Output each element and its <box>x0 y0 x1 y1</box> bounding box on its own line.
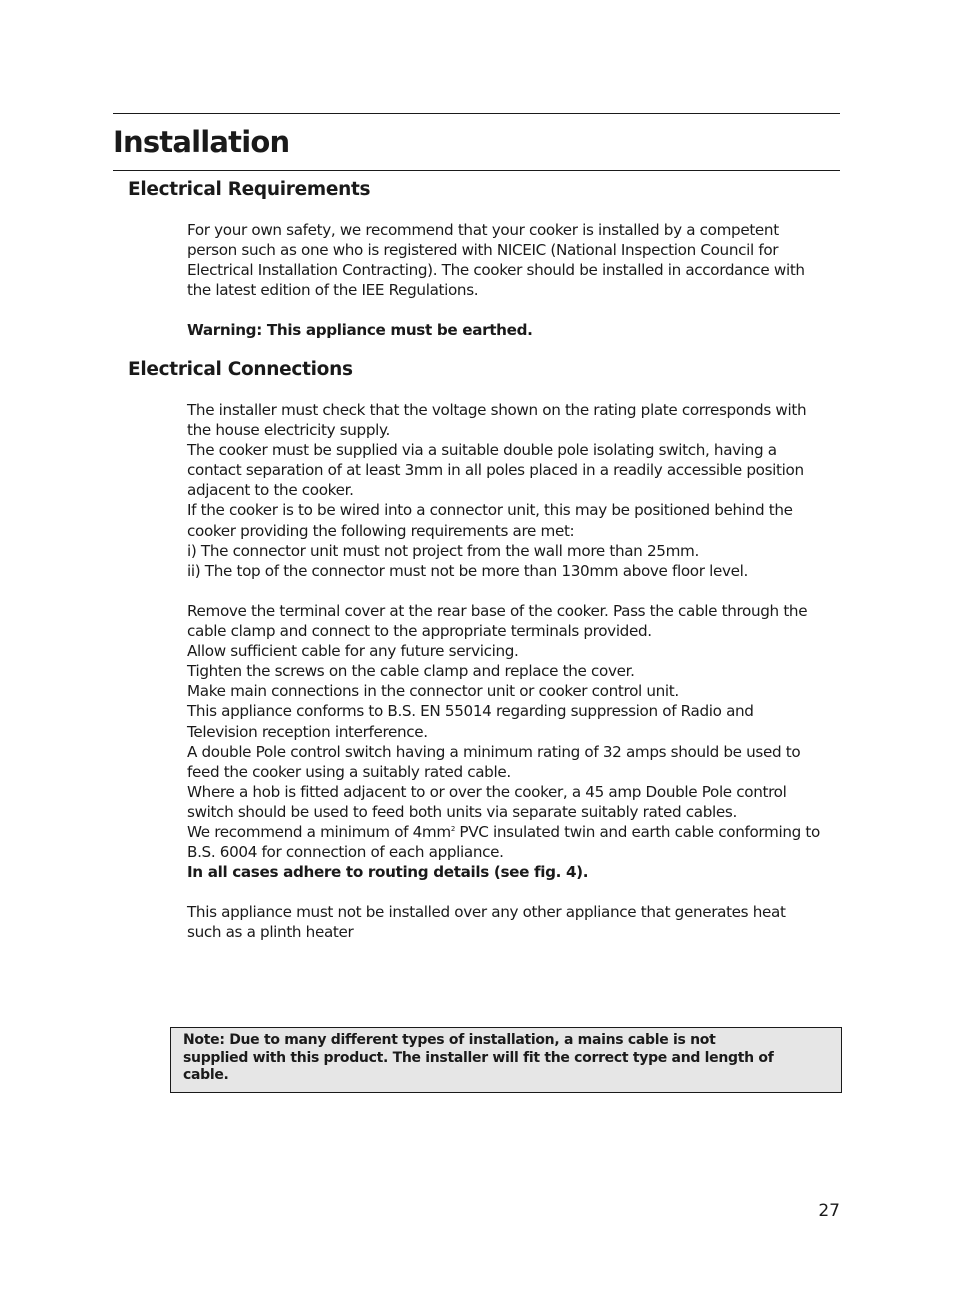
text-line: cooker providing the following requirements are met: <box>187 521 575 540</box>
electrical-requirements-heading: Electrical Requirements <box>128 179 371 200</box>
text-line: Make main connections in the connector unit or cooker control unit. <box>187 682 679 701</box>
text-line: cable clamp and connect to the appropriate terminals provided. <box>187 622 652 641</box>
connections-paragraph-3 <box>187 902 837 942</box>
squared-superscript: 2 <box>450 825 455 834</box>
text-line: Tighten the screws on the cable clamp and replace the cover. <box>187 662 635 681</box>
title-top-rule <box>113 113 840 114</box>
text-line: A double Pole control switch having a minimum rating of 32 amps should be used to <box>187 742 801 761</box>
text-line: ii) The top of the connector must not be more than 130mm above floor level. <box>187 561 748 580</box>
electrical-connections-heading: Electrical Connections <box>128 359 353 380</box>
text-line: Television reception interference. <box>187 722 428 741</box>
text-line: This appliance must not be installed over any other appliance that generates heat <box>187 903 786 921</box>
text-line: This appliance conforms to B.S. EN 55014 regarding suppression of Radio and <box>187 702 754 721</box>
text-line: i) The connector unit must not project from the wall more than 25mm. <box>187 541 699 560</box>
text-line: The installer must check that the voltage shown on the rating plate corresponds with <box>187 401 807 419</box>
electrical-requirements-intro <box>187 220 837 300</box>
cable-spec-line <box>187 822 837 842</box>
text-line: switch should be used to feed both units via separate suitably rated cables. <box>187 802 737 821</box>
earthing-warning: Warning: This appliance must be earthed. <box>187 321 533 339</box>
note-line: supplied with this product. The installer will fit the correct type and length of <box>183 1049 774 1066</box>
cable-spec-prefix: We recommend a minimum of 4mm <box>187 823 451 842</box>
text-line: the latest edition of the IEE Regulations. <box>187 281 479 300</box>
mains-cable-note-box <box>170 1027 842 1093</box>
cable-spec-suffix: PVC insulated twin and earth cable conforming to <box>454 823 820 842</box>
text-line: such as a plinth heater <box>187 923 354 942</box>
title-bottom-rule <box>113 170 840 171</box>
text-line: person such as one who is registered with NICEIC (National Inspection Council for <box>187 241 779 260</box>
text-line: contact separation of at least 3mm in all poles placed in a readily accessible position <box>187 461 804 480</box>
connections-paragraph-2 <box>187 601 837 882</box>
text-line: The cooker must be supplied via a suitable double pole isolating switch, having a <box>187 441 777 460</box>
text-line: Remove the terminal cover at the rear base of the cooker. Pass the cable through the <box>187 602 808 620</box>
text-line: For your own safety, we recommend that your cooker is installed by a competent <box>187 221 779 239</box>
text-line: feed the cooker using a suitably rated cable. <box>187 762 511 781</box>
note-line: Note: Due to many different types of installation, a mains cable is not <box>183 1032 716 1048</box>
note-line: cable. <box>183 1067 229 1083</box>
text-line: B.S. 6004 for connection of each appliance. <box>187 843 504 862</box>
text-line: the house electricity supply. <box>187 421 390 440</box>
routing-note: In all cases adhere to routing details (see fig. 4). <box>187 863 589 882</box>
page-number: 27 <box>818 1201 840 1221</box>
text-line: Electrical Installation Contracting). The cooker should be installed in accordance with <box>187 261 805 280</box>
text-line: Allow sufficient cable for any future servicing. <box>187 642 519 661</box>
text-line: adjacent to the cooker. <box>187 481 354 500</box>
connections-paragraph-1 <box>187 400 837 581</box>
text-line: Where a hob is fitted adjacent to or over the cooker, a 45 amp Double Pole control <box>187 782 787 801</box>
page-title: Installation <box>113 125 290 159</box>
text-line: If the cooker is to be wired into a connector unit, this may be positioned behind the <box>187 501 793 520</box>
